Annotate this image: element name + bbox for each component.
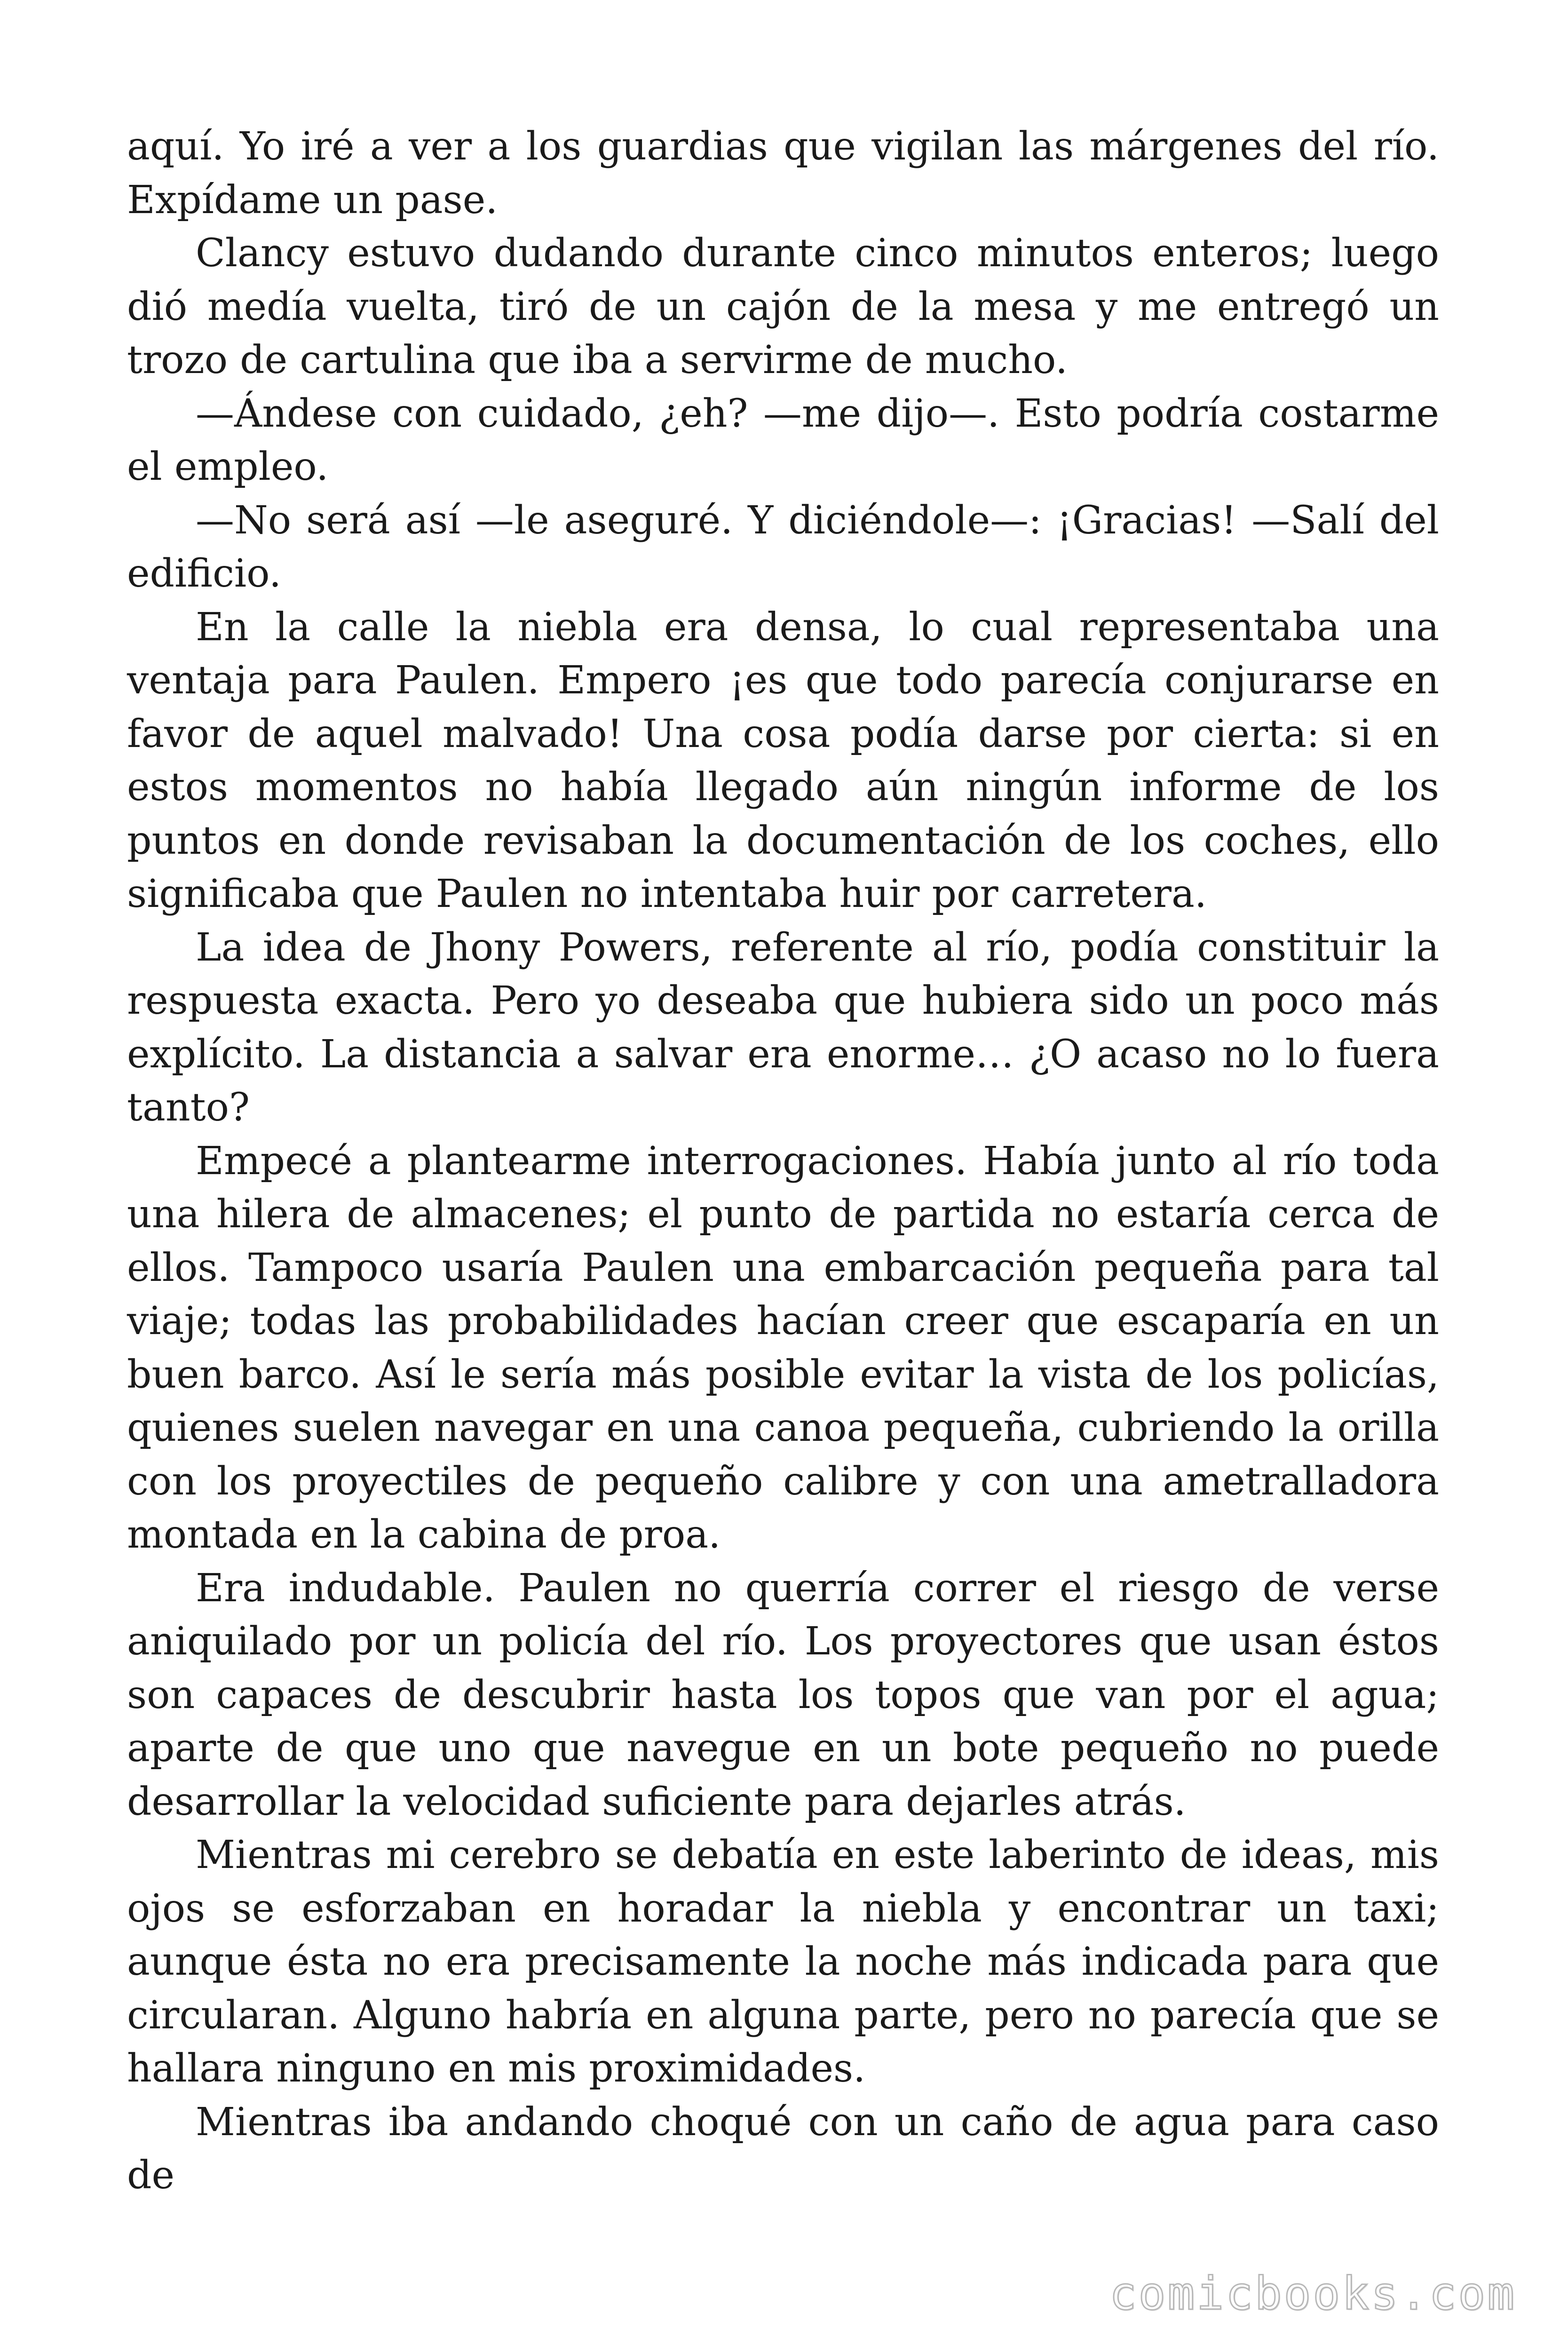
paragraph-10: Mientras iba andando choqué con un caño de agua para caso de xyxy=(127,2099,1439,2198)
paragraph-2: Clancy estuvo dudando durante cinco minutos enteros; luego dió medía vuelta, tiró de un cajón de la mesa y me entregó un trozo de cartulina que iba a servirme de mucho. xyxy=(127,231,1439,382)
paragraph-3: —Ándese con cuidado, ¿eh? —me dijo—. Esto podría costarme el empleo. xyxy=(127,391,1439,489)
paragraph-8: Era indudable. Paulen no querría correr el riesgo de verse aniquilado por un policía del río. Los proyectores que usan éstos son capaces de descubrir hasta los topos que van por el agua; aparte de que uno que navegue en un bote pequeño no puede desarrollar la velocidad suficiente para dejarles atrás. xyxy=(127,1565,1439,1824)
watermark: comicbooks.com xyxy=(1109,2267,1516,2320)
paragraph-7: Empecé a plantearme interrogaciones. Había junto al río toda una hilera de almacenes; el punto de partida no estaría cerca de ellos. Tampoco usaría Paulen una embarcación pequeña para tal viaje; todas las probabilidades hacían creer que escaparía en un buen barco. Así le sería más posible evitar la vista de los policías, quienes suelen navegar en una canoa pequeña, cubriendo la orilla con los proyectiles de pequeño calibre y con una ametralladora montada en la cabina de proa. xyxy=(127,1138,1439,1557)
paragraph-4: —No será así —le aseguré. Y diciéndole—: ¡Gracias! —Salí del edificio. xyxy=(127,498,1439,596)
paragraph-6: La idea de Jhony Powers, referente al río, podía constituir la respuesta exacta. Pero yo deseaba que hubiera sido un poco más explícito. La distancia a salvar era enorme… ¿O acaso no lo fuera tanto? xyxy=(127,925,1439,1130)
paragraph-1: aquí. Yo iré a ver a los guardias que vigilan las márgenes del río. Expídame un pase. xyxy=(127,124,1439,222)
paragraph-9: Mientras mi cerebro se debatía en este laberinto de ideas, mis ojos se esforzaban en horadar la niebla y encontrar un taxi; aunque ésta no era precisamente la noche más indicada para que circularan. Alguno habría en alguna parte, pero no parecía que se hallara ninguno en mis proximidades. xyxy=(127,1833,1439,2091)
page-body xyxy=(127,120,1439,2202)
paragraph-5: En la calle la niebla era densa, lo cual representaba una ventaja para Paulen. Empero ¡es que todo parecía conjurarse en favor de aquel malvado! Una cosa podía darse por cierta: si en estos momentos no había llegado aún ningún informe de los puntos en donde revisaban la documentación de los coches, ello significaba que Paulen no intentaba huir por carretera. xyxy=(127,604,1439,916)
